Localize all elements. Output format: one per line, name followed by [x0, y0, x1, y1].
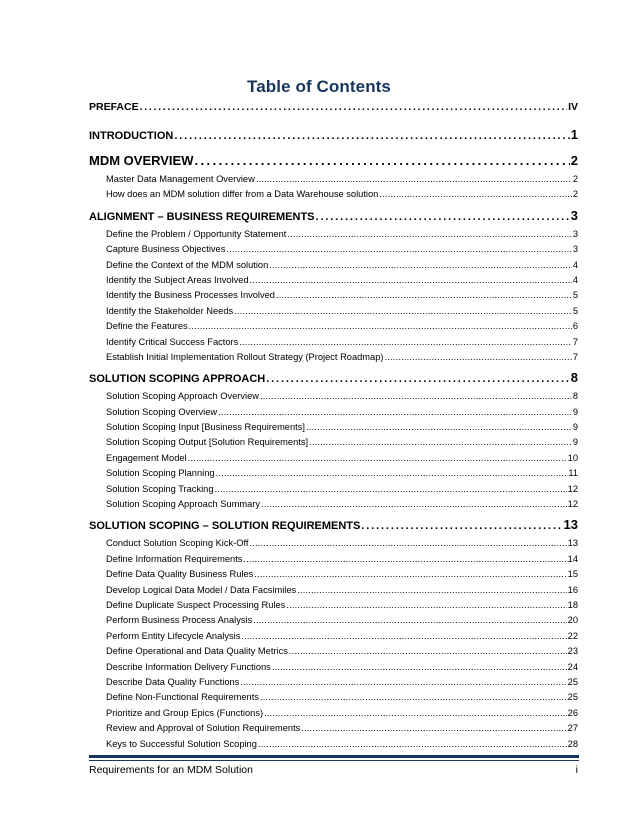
toc-entry-page: 10	[567, 452, 578, 463]
toc-entry-page: 23	[567, 646, 578, 657]
toc-entry-label: Engagement Model	[106, 452, 187, 463]
dot-leader	[241, 631, 566, 641]
toc-entry-label: Define the Features	[106, 321, 188, 332]
toc-entry-label: How does an MDM solution differ from a Data Warehouse solution	[106, 189, 379, 200]
dot-leader	[140, 101, 567, 113]
toc-entry-page: 3	[570, 207, 578, 223]
toc-entry-page: 5	[572, 305, 578, 316]
dot-leader	[297, 585, 567, 595]
dot-leader	[256, 174, 572, 184]
toc-entry-page: 18	[567, 599, 578, 610]
toc-entry-label: Solution Scoping Tracking	[106, 483, 214, 494]
toc-entry[interactable]	[89, 692, 578, 707]
toc-entry-page: 8	[572, 391, 578, 402]
toc-entry-label: Solution Scoping Approach Overview	[106, 391, 259, 402]
toc-entry-page: 1	[570, 127, 578, 142]
toc-entry-page: 9	[572, 406, 578, 417]
toc-entry-label: ALIGNMENT – BUSINESS REQUIREMENTS	[89, 210, 315, 223]
dot-leader	[250, 275, 572, 285]
dot-leader	[253, 615, 566, 625]
toc-entry-label: INTRODUCTION	[89, 130, 174, 142]
toc-entry-label: Define Duplicate Suspect Processing Rules	[106, 599, 286, 610]
toc-entry-label: Solution Scoping Input [Business Requirements]	[106, 422, 305, 433]
toc-entry-page: 13	[563, 517, 578, 533]
toc-entry[interactable]	[89, 352, 578, 367]
dot-leader	[316, 211, 570, 223]
toc-entry[interactable]	[89, 585, 578, 600]
toc-entry-label: Perform Business Process Analysis	[106, 615, 253, 626]
toc-entry-page: 3	[572, 228, 578, 239]
toc-entry-label: Define Information Requirements	[106, 553, 243, 564]
toc-entry-page: 2	[572, 174, 578, 184]
toc-entry-label: Define Non-Functional Requirements	[106, 692, 259, 703]
dot-leader	[188, 453, 567, 463]
toc-entry[interactable]	[89, 453, 578, 468]
toc-entry-label: Solution Scoping Output [Solution Requirements]	[106, 437, 309, 448]
dot-leader	[261, 499, 567, 509]
toc-entry-label: Capture Business Objectives	[106, 244, 226, 255]
toc-entry[interactable]	[89, 723, 578, 738]
toc-entry[interactable]	[89, 391, 578, 406]
toc-entry-solution-scoping-requirements[interactable]	[89, 514, 578, 538]
toc-entry[interactable]	[89, 662, 578, 677]
footer-rule	[89, 755, 579, 758]
dot-leader	[269, 260, 572, 270]
dot-leader	[309, 437, 572, 447]
toc-entry-page: 5	[572, 290, 578, 301]
toc-entry-label: Develop Logical Data Model / Data Facsimiles	[106, 584, 297, 595]
dot-leader	[218, 407, 572, 417]
toc-entry-label: Define Operational and Data Quality Metrics	[106, 646, 288, 657]
toc-entry-page: 28	[567, 738, 578, 749]
toc-entry[interactable]	[89, 554, 578, 569]
toc-entry-page: 6	[572, 321, 578, 332]
toc-entry[interactable]	[89, 708, 578, 723]
toc-entry-label: Review and Approval of Solution Requirements	[106, 723, 301, 734]
dot-leader	[287, 229, 571, 239]
toc-entry-label: Identify Critical Success Factors	[106, 336, 239, 347]
toc-entry[interactable]	[89, 677, 578, 692]
dot-leader	[240, 677, 566, 687]
toc-entry[interactable]	[89, 422, 578, 437]
toc-entry-label: Establish Initial Implementation Rollout Strategy (Project Roadmap)	[106, 351, 384, 362]
dot-leader	[379, 189, 572, 199]
toc-entry-page: 14	[567, 553, 578, 564]
dot-leader	[272, 662, 567, 672]
toc-entry[interactable]	[89, 538, 578, 553]
toc-entry-label: Solution Scoping Approach Summary	[106, 499, 261, 510]
toc-entry-page: 4	[572, 274, 578, 285]
toc-entry[interactable]	[89, 189, 578, 204]
toc-entry-label: MDM OVERVIEW	[89, 153, 194, 168]
footer-rule-thin	[89, 760, 579, 761]
dot-leader	[189, 321, 572, 331]
toc-entry[interactable]	[89, 631, 578, 646]
toc-entry-label: Solution Scoping Overview	[106, 406, 218, 417]
toc-entry-page: 22	[567, 630, 578, 641]
dot-leader	[260, 391, 572, 401]
dot-leader	[306, 422, 572, 432]
dot-leader	[289, 646, 567, 656]
toc-entry-page: 24	[567, 661, 578, 672]
dot-leader	[239, 337, 572, 347]
toc-entry[interactable]	[89, 229, 578, 244]
toc-entry-page: 15	[567, 569, 578, 580]
dot-leader	[215, 484, 567, 494]
dot-leader	[195, 153, 570, 168]
toc-entry[interactable]	[89, 174, 578, 189]
toc-entry-label: SOLUTION SCOPING APPROACH	[89, 373, 266, 386]
page-title: Table of Contents	[247, 77, 391, 96]
toc-entry-label: Identify the Subject Areas Involved	[106, 274, 249, 285]
toc-entry[interactable]	[89, 275, 578, 290]
dot-leader	[249, 538, 566, 548]
toc-entry[interactable]	[89, 306, 578, 321]
toc-entry-label: Solution Scoping Planning	[106, 468, 215, 479]
toc-entry-label: Define Data Quality Business Rules	[106, 569, 254, 580]
dot-leader	[260, 692, 567, 702]
toc-entry-alignment[interactable]	[89, 205, 578, 229]
toc-entry-label: Prioritize and Group Epics (Functions)	[106, 707, 264, 718]
toc-entry[interactable]	[89, 615, 578, 630]
toc-entry-label: Conduct Solution Scoping Kick-Off	[106, 538, 249, 549]
toc-entry-page: 16	[567, 584, 578, 595]
toc-entry[interactable]	[89, 337, 578, 352]
toc-entry-page: 8	[570, 370, 578, 386]
toc-entry[interactable]	[89, 739, 578, 754]
dot-leader	[286, 600, 566, 610]
toc-entry-label: Describe Data Quality Functions	[106, 676, 240, 687]
toc-entry-page: 9	[572, 422, 578, 433]
toc-entry-page: 2	[572, 189, 578, 200]
toc-entry[interactable]	[89, 646, 578, 661]
dot-leader	[301, 723, 566, 733]
toc-entry[interactable]	[89, 321, 578, 336]
footer-page-number: i	[575, 764, 578, 776]
toc-entry-page: 13	[567, 538, 578, 549]
dot-leader	[276, 290, 572, 300]
toc-entry-page: 7	[572, 336, 578, 347]
toc-entry-mdm-overview[interactable]	[89, 151, 578, 174]
dot-leader	[266, 373, 570, 385]
toc-entry[interactable]	[89, 484, 578, 499]
toc-entry-introduction[interactable]	[89, 124, 578, 151]
dot-leader	[234, 306, 572, 316]
table-of-contents	[89, 97, 578, 754]
dot-leader	[254, 569, 566, 579]
toc-entry-page: 2	[570, 153, 578, 168]
toc-entry-page: 12	[567, 483, 578, 494]
dot-leader	[243, 554, 566, 564]
dot-leader	[264, 708, 567, 718]
dot-leader	[226, 244, 571, 254]
dot-leader	[385, 352, 572, 362]
toc-entry[interactable]	[89, 260, 578, 275]
toc-entry[interactable]	[89, 499, 578, 514]
dot-leader	[361, 520, 562, 532]
toc-entry-label: Keys to Successful Solution Scoping	[106, 738, 257, 749]
toc-entry-label: Define the Problem / Opportunity Statement	[106, 228, 287, 239]
toc-entry[interactable]	[89, 468, 578, 483]
toc-entry-label: Identify the Business Processes Involved	[106, 290, 275, 301]
toc-entry[interactable]	[89, 407, 578, 422]
toc-entry-page: 12	[567, 499, 578, 510]
toc-entry-label: Identify the Stakeholder Needs	[106, 305, 234, 316]
toc-entry[interactable]	[89, 290, 578, 305]
toc-entry-page: 26	[567, 707, 578, 718]
footer-document-title: Requirements for an MDM Solution	[89, 764, 253, 776]
toc-entry[interactable]	[89, 569, 578, 584]
toc-entry-page: 7	[572, 351, 578, 362]
toc-entry-page: 4	[572, 259, 578, 270]
toc-entry-page: 25	[567, 676, 578, 687]
toc-entry-page: 11	[568, 468, 578, 479]
toc-entry-page: 9	[572, 437, 578, 448]
toc-entry-page: 20	[567, 615, 578, 626]
toc-entry-page: IV	[568, 101, 578, 113]
toc-entry-label: Master Data Management Overview	[106, 174, 255, 184]
dot-leader	[258, 739, 567, 749]
toc-entry-page: 27	[567, 723, 578, 734]
toc-entry[interactable]	[89, 244, 578, 259]
toc-entry-page: 3	[572, 244, 578, 255]
toc-entry[interactable]	[89, 600, 578, 615]
toc-entry-page: 25	[567, 692, 578, 703]
toc-entry-label: Perform Entity Lifecycle Analysis	[106, 630, 241, 641]
toc-entry-label: Define the Context of the MDM solution	[106, 259, 269, 270]
toc-entry-label: SOLUTION SCOPING – SOLUTION REQUIREMENTS	[89, 520, 361, 533]
dot-leader	[216, 468, 568, 478]
toc-entry-label: Describe Information Delivery Functions	[106, 661, 271, 672]
toc-entry-label: PREFACE	[89, 101, 139, 113]
toc-entry-preface[interactable]	[89, 97, 578, 124]
toc-entry[interactable]	[89, 437, 578, 452]
toc-entry-solution-scoping-approach[interactable]	[89, 367, 578, 391]
dot-leader	[174, 130, 569, 142]
